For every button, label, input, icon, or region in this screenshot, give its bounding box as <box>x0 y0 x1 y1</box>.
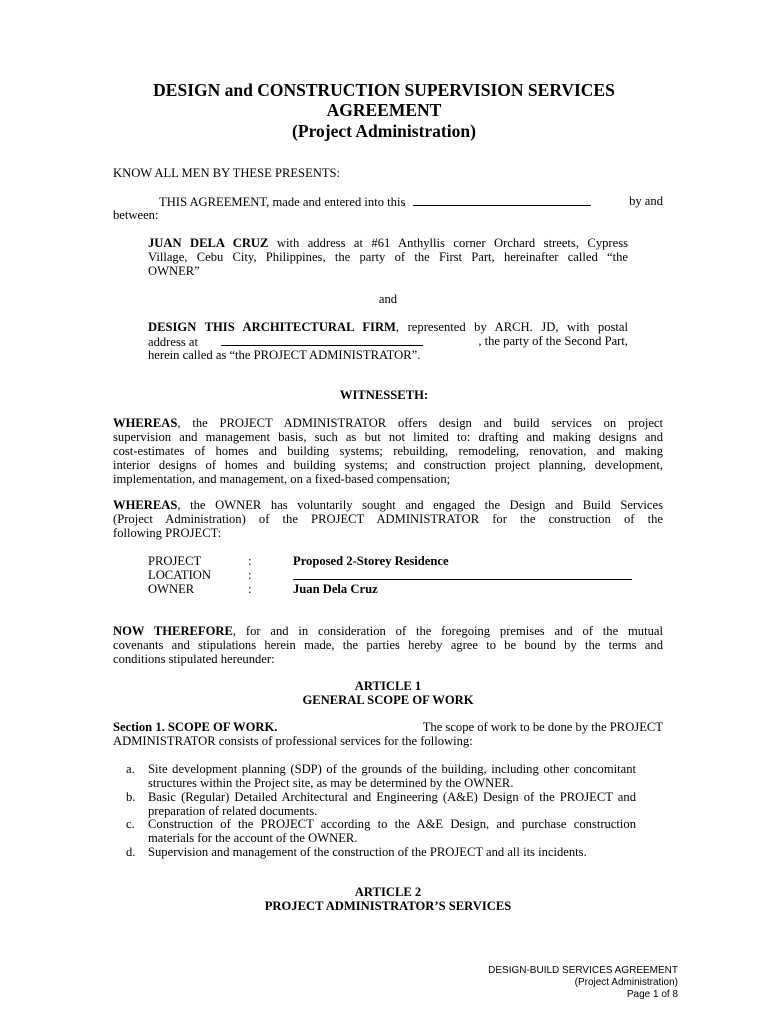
whereas2-line-1 <box>113 498 663 512</box>
party1-name: JUAN DELA CRUZ <box>148 236 269 250</box>
location-blank-line <box>293 579 632 580</box>
whereas1-line-3: cost-estimates of homes and building systems; rebuilding, remodeling, renovation, and making <box>113 444 663 458</box>
location-row <box>0 568 768 582</box>
party2-address-label: address at <box>148 335 199 349</box>
know-all-men-text: KNOW ALL MEN BY THESE PRESENTS: <box>113 166 341 180</box>
scope-item-b <box>126 790 636 818</box>
whereas2-line-1-text: , the OWNER has voluntarily sought and engaged the Design and Build Services <box>177 498 663 512</box>
document-title-line-2: AGREEMENT <box>326 100 442 120</box>
page-number: Page 1 of 8 <box>626 989 678 1000</box>
party2-line-1-text: , represented by ARCH. JD, with postal <box>395 320 628 334</box>
whereas2-line-2: (Project Administration) of the PROJECT ADMINISTRATOR for the construction of the <box>113 512 663 526</box>
scope-item-a-text: Site development planning (SDP) of the grounds of the building, including other concomitant structures within the Project site, as may be determined by the OWNER. <box>148 762 636 790</box>
now-therefore-line-3: conditions stipulated hereunder: <box>113 652 275 666</box>
article2-heading: ARTICLE 2 <box>354 885 422 899</box>
owner-row <box>0 582 768 596</box>
now-therefore-line-2: covenants and stipulations herein made, the parties hereby agree to be bound by the terms and <box>113 638 663 652</box>
agreement-intro-line <box>113 194 663 209</box>
owner-colon: : <box>248 582 252 596</box>
between-text: between: <box>113 208 159 222</box>
footer-subtitle: (Project Administration) <box>574 977 678 988</box>
whereas1-line-4: interior designs of homes and building systems; and construction project planning, development, <box>113 458 663 472</box>
section1-title: . SCOPE OF WORK. <box>161 720 278 734</box>
project-colon: : <box>248 554 252 568</box>
footer-title: DESIGN-BUILD SERVICES AGREEMENT <box>488 965 678 976</box>
owner-label: OWNER <box>148 582 195 596</box>
party1-line-1-text: with address at #61 Anthyllis corner Orchard streets, Cypress <box>268 236 628 250</box>
scope-item-d-letter: d. <box>126 845 136 859</box>
party1-line-3: OWNER” <box>148 264 200 278</box>
section1-line-2: ADMINISTRATOR consists of professional services for the following: <box>113 734 473 748</box>
party1-line-1 <box>148 236 628 250</box>
document-title-line-1: DESIGN and CONSTRUCTION SUPERVISION SERVICES <box>153 80 615 100</box>
whereas1-lead: WHEREAS <box>113 416 178 430</box>
now-therefore-line-1-text: , for and in consideration of the foregoing premises and of the mutual <box>232 624 663 638</box>
by-and-text: by and <box>629 194 663 208</box>
article1-heading: ARTICLE 1 <box>354 679 422 693</box>
section1-lead: Section 1 <box>113 720 162 734</box>
article1-subheading: GENERAL SCOPE OF WORK <box>302 693 474 707</box>
party2-name: DESIGN THIS ARCHITECTURAL FIRM <box>148 320 396 334</box>
location-colon: : <box>248 568 252 582</box>
project-value: Proposed 2-Storey Residence <box>293 554 449 568</box>
section1-line-1-text: The scope of work to be done by the PROJECT <box>422 720 663 734</box>
whereas2-line-3: following PROJECT: <box>113 526 222 540</box>
now-therefore-lead: NOW THEREFORE <box>113 624 233 638</box>
project-row <box>0 554 768 568</box>
scope-item-c-text: Construction of the PROJECT according to the A&E Design, and purchase construction materials for the account of the OWNER. <box>148 817 636 845</box>
scope-item-c-letter: c. <box>126 817 135 831</box>
location-label: LOCATION <box>148 568 211 582</box>
witnesseth-heading: WITNESSETH: <box>339 388 429 402</box>
scope-item-a-letter: a. <box>126 762 135 776</box>
party2-line-3: herein called as “the PROJECT ADMINISTRATOR”. <box>148 348 421 362</box>
party2-second-part-text: , the party of the Second Part, <box>478 334 628 348</box>
scope-item-a <box>126 762 636 790</box>
address-blank-line <box>221 334 423 346</box>
scope-item-c <box>126 817 636 845</box>
scope-item-d <box>126 845 636 859</box>
scope-item-b-letter: b. <box>126 790 136 804</box>
agreement-intro-text: THIS AGREEMENT, made and entered into this <box>159 195 406 209</box>
scope-item-b-text: Basic (Regular) Detailed Architectural and Engineering (A&E) Design of the PROJECT and preparation of related documents. <box>148 790 636 818</box>
now-therefore-line-1 <box>113 624 663 638</box>
document-subtitle: (Project Administration) <box>292 121 476 141</box>
whereas1-line-1 <box>113 416 663 430</box>
scope-item-d-text: Supervision and management of the construction of the PROJECT and all its incidents. <box>148 845 587 859</box>
whereas1-line-5: implementation, and management, on a fixed-based compensation; <box>113 472 451 486</box>
whereas1-line-1-text: , the PROJECT ADMINISTRATOR offers design and build services on project <box>177 416 663 430</box>
section1-line-1 <box>113 720 663 734</box>
whereas2-lead: WHEREAS <box>113 498 178 512</box>
project-label: PROJECT <box>148 554 202 568</box>
article2-subheading: PROJECT ADMINISTRATOR’S SERVICES <box>264 899 512 913</box>
party1-line-2: Village, Cebu City, Philippines, the party of the First Part, hereinafter called “the <box>148 250 628 264</box>
owner-value: Juan Dela Cruz <box>293 582 378 596</box>
whereas1-line-2: supervision and management basis, such as but not limited to: drafting and making designs and <box>113 430 663 444</box>
date-blank-line <box>413 194 591 206</box>
party2-line-1 <box>148 320 628 334</box>
party2-line-2 <box>148 334 628 349</box>
and-text: and <box>378 292 398 306</box>
